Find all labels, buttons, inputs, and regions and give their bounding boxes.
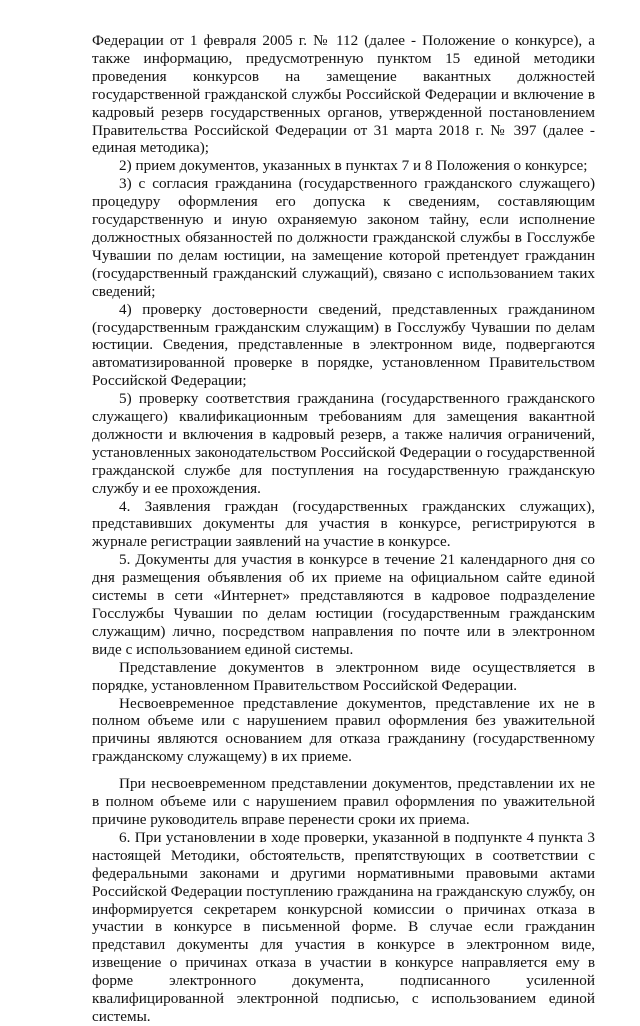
paragraph-item-5: 5) проверку соответствия гражданина (государственного гражданского служащего) квалификационным требованиям для замещения вакантной должности и включения в кадровый резерв, а также наличия ограничений, установленных законодательством Российской Федерации о государственной гражданской службе для поступления на государственную гражданскую службу и ее прохождения.	[92, 390, 595, 497]
paragraph-section-4: 4. Заявления граждан (государственных гражданских служащих), представивших документы для участия в конкурсе, регистрируются в журнале регистрации заявлений на участие в конкурсе.	[92, 497, 595, 551]
paragraph-continuation: Федерации от 1 февраля 2005 г. № 112 (далее - Положение о конкурсе), а также информацию, предусмотренную пунктом 15 единой методики проведения конкурсов на замещение вакантных должностей государственной гражданской службы Российской Федерации и включение в кадровый резерв государственных органов, утвержденной постановлением Правительства Российской Федерации от 31 марта 2018 г. № 397 (далее - единая методика);	[92, 32, 595, 157]
paragraph-item-3: 3) с согласия гражданина (государственного гражданского служащего) процедуру оформления его допуска к сведениям, составляющим государственную и иную охраняемую законом тайну, если исполнение должностных обязанностей по должности гражданской службы в Госслужбе Чувашии по делам юстиции, на замещение которой претендует гражданин (государственный гражданский служащий), связано с использованием таких сведений;	[92, 175, 595, 300]
document-page	[92, 32, 595, 1026]
paragraph-item-4: 4) проверку достоверности сведений, представленных гражданином (государственным гражданским служащим) в Госслужбу Чувашии по делам юстиции. Сведения, представленные в электронном виде, подвергаются автоматизированной проверке в порядке, установленном Правительством Российской Федерации;	[92, 300, 595, 390]
paragraph-section-5: 5. Документы для участия в конкурсе в течение 21 календарного дня со дня размещения объявления об их приеме на официальном сайте единой системы в сети «Интернет» представляются в кадровое подразделение Госслужбы Чувашии по делам юстиции (государственным гражданским служащим) лично, посредством направления по почте или в электронном виде с использованием единой системы.	[92, 551, 595, 658]
paragraph-late-submission: Несвоевременное представление документов, представление их не в полном объеме или с нарушением правил оформления без уважительной причины являются основанием для отказа гражданину (государственному гражданскому служащему) в их приеме.	[92, 694, 595, 766]
paragraph-section-6: 6. При установлении в ходе проверки, указанной в подпункте 4 пункта 3 настоящей Методики, обстоятельств, препятствующих в соответствии с федеральными законами и другими нормативными правовыми актами Российской Федерации поступлению гражданина на гражданскую службу, он информируется секретарем конкурсной комиссии о причинах отказа в участии в конкурсе в письменной форме. В случае если гражданин представил документы для участия в конкурсе в электронном виде, извещение о причинах отказа в участии в конкурсе направляется ему в форме электронного документа, подписанного усиленной квалифицированной электронной подписью, с использованием единой системы.	[92, 828, 595, 1025]
paragraph-item-2: 2) прием документов, указанных в пунктах 7 и 8 Положения о конкурсе;	[119, 157, 588, 175]
paragraph-electronic-submission: Представление документов в электронном виде осуществляется в порядке, установленном Правительством Российской Федерации.	[92, 658, 595, 694]
paragraph-deadline-extension: При несвоевременном представлении документов, представлении их не в полном объеме или с нарушением правил оформления по уважительной причине руководитель вправе перенести сроки их приема.	[92, 775, 595, 828]
